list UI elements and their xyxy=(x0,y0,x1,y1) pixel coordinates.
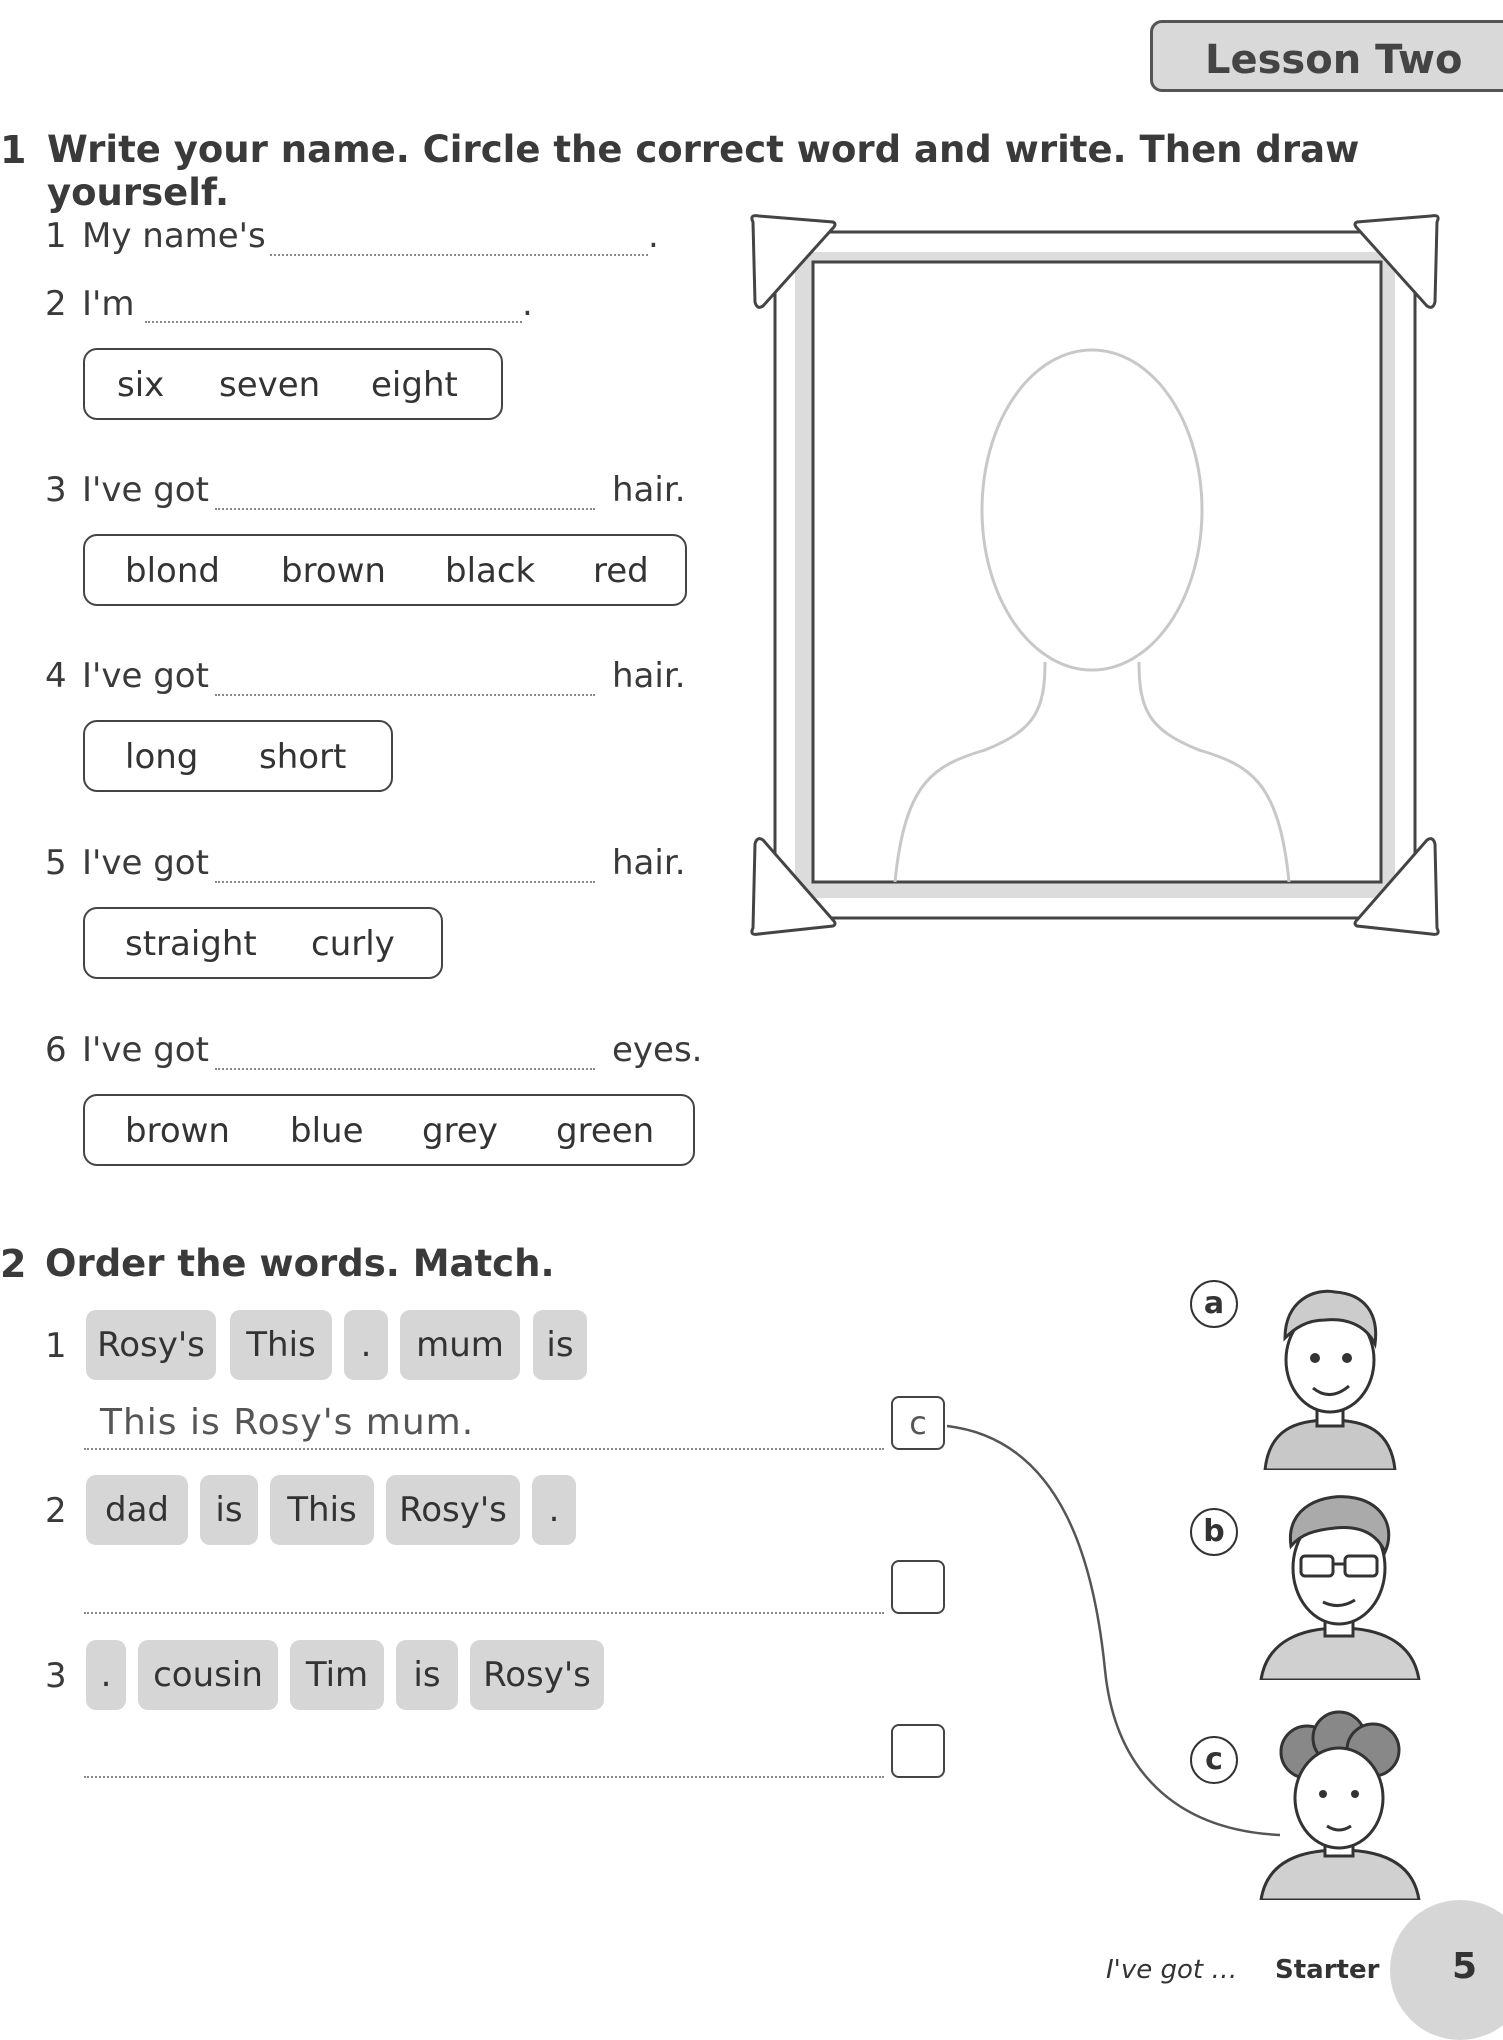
item-2-match-box[interactable] xyxy=(891,1560,945,1614)
word-tile[interactable]: mum xyxy=(400,1310,520,1380)
option-black[interactable]: black xyxy=(445,551,536,591)
option-straight[interactable]: straight xyxy=(125,924,257,964)
question-5-answer-line[interactable] xyxy=(215,881,595,883)
word-tile[interactable]: This xyxy=(270,1475,374,1545)
woman-curly-hair-icon xyxy=(1255,1710,1425,1900)
option-seven[interactable]: seven xyxy=(219,365,321,405)
question-2-word-box xyxy=(83,348,503,420)
question-3-suffix: hair. xyxy=(612,470,686,510)
question-6-number: 6 xyxy=(45,1030,67,1070)
question-3-number: 3 xyxy=(45,470,67,510)
word-tile[interactable]: Tim xyxy=(290,1640,384,1710)
word-tile[interactable]: is xyxy=(396,1640,458,1710)
draw-yourself-frame[interactable] xyxy=(745,210,1445,940)
question-2-answer-line[interactable] xyxy=(145,321,522,323)
question-1-answer-line[interactable] xyxy=(270,254,648,256)
question-4-word-box xyxy=(83,720,393,792)
word-tile[interactable]: . xyxy=(86,1640,126,1710)
question-2-suffix: . xyxy=(522,284,533,324)
item-1-answer-text: This is Rosy's mum. xyxy=(100,1402,475,1443)
word-tile[interactable]: is xyxy=(533,1310,587,1380)
lesson-tab xyxy=(1150,20,1503,92)
picture-b-label: b xyxy=(1190,1508,1238,1556)
question-6-word-box xyxy=(83,1094,695,1166)
lesson-title: Lesson Two xyxy=(1205,37,1463,83)
exercise-1-instruction: Write your name. Circle the correct word and write. Then draw yourself. xyxy=(47,128,1360,214)
item-2-answer-line[interactable] xyxy=(84,1566,884,1614)
item-1-match-box[interactable]: c xyxy=(891,1396,945,1450)
exercise-1-number: 1 xyxy=(0,128,27,172)
exercise-2-number: 2 xyxy=(0,1242,27,1286)
question-5-prefix: I've got xyxy=(82,843,209,883)
option-blue[interactable]: blue xyxy=(290,1111,364,1151)
word-tile[interactable]: This xyxy=(230,1310,332,1380)
question-4-suffix: hair. xyxy=(612,656,686,696)
question-1-prefix: My name's xyxy=(82,216,266,256)
word-tile[interactable]: . xyxy=(532,1475,576,1545)
word-tile[interactable]: cousin xyxy=(138,1640,278,1710)
question-2-number: 2 xyxy=(45,284,67,324)
option-blond[interactable]: blond xyxy=(125,551,220,591)
option-curly[interactable]: curly xyxy=(311,924,395,964)
question-3-answer-line[interactable] xyxy=(215,508,595,510)
item-1-number: 1 xyxy=(45,1326,67,1366)
question-1-suffix: . xyxy=(648,216,659,256)
page-number-badge xyxy=(1390,1900,1503,2040)
question-6-prefix: I've got xyxy=(82,1030,209,1070)
option-six[interactable]: six xyxy=(117,365,165,405)
question-4-prefix: I've got xyxy=(82,656,209,696)
question-2-prefix: I'm xyxy=(82,284,135,324)
page-number: 5 xyxy=(1452,1946,1478,1987)
boy-face-icon xyxy=(1255,1280,1405,1470)
question-4-answer-line[interactable] xyxy=(215,694,595,696)
exercise-2-instruction: Order the words. Match. xyxy=(45,1242,555,1285)
question-1-number: 1 xyxy=(45,216,67,256)
word-tile[interactable]: Rosy's xyxy=(86,1310,216,1380)
item-3-match-box[interactable] xyxy=(891,1724,945,1778)
option-brown-eyes[interactable]: brown xyxy=(125,1111,230,1151)
word-tile[interactable]: Rosy's xyxy=(470,1640,604,1710)
man-with-glasses-icon xyxy=(1255,1490,1425,1680)
question-6-suffix: eyes. xyxy=(612,1030,703,1070)
option-red[interactable]: red xyxy=(593,551,649,591)
question-5-number: 5 xyxy=(45,843,67,883)
footer-unit: Starter xyxy=(1275,1955,1380,1985)
option-long[interactable]: long xyxy=(125,737,199,777)
option-short[interactable]: short xyxy=(259,737,347,777)
question-5-word-box xyxy=(83,907,443,979)
question-3-prefix: I've got xyxy=(82,470,209,510)
word-tile[interactable]: dad xyxy=(86,1475,188,1545)
match-line xyxy=(945,1410,1285,1850)
question-4-number: 4 xyxy=(45,656,67,696)
item-3-number: 3 xyxy=(45,1656,67,1696)
item-1-answer-line[interactable] xyxy=(84,1402,884,1450)
question-3-word-box xyxy=(83,534,687,606)
option-green[interactable]: green xyxy=(556,1111,655,1151)
option-eight[interactable]: eight xyxy=(371,365,458,405)
item-3-answer-line[interactable] xyxy=(84,1730,884,1778)
word-tile[interactable]: . xyxy=(344,1310,388,1380)
picture-c-label: c xyxy=(1190,1736,1238,1784)
option-brown[interactable]: brown xyxy=(281,551,386,591)
item-2-number: 2 xyxy=(45,1491,67,1531)
question-5-suffix: hair. xyxy=(612,843,686,883)
word-tile[interactable]: Rosy's xyxy=(386,1475,520,1545)
picture-a-label: a xyxy=(1190,1280,1238,1328)
question-6-answer-line[interactable] xyxy=(215,1068,595,1070)
word-tile[interactable]: is xyxy=(200,1475,258,1545)
footer-topic: I've got … xyxy=(1106,1955,1238,1985)
option-grey[interactable]: grey xyxy=(422,1111,498,1151)
